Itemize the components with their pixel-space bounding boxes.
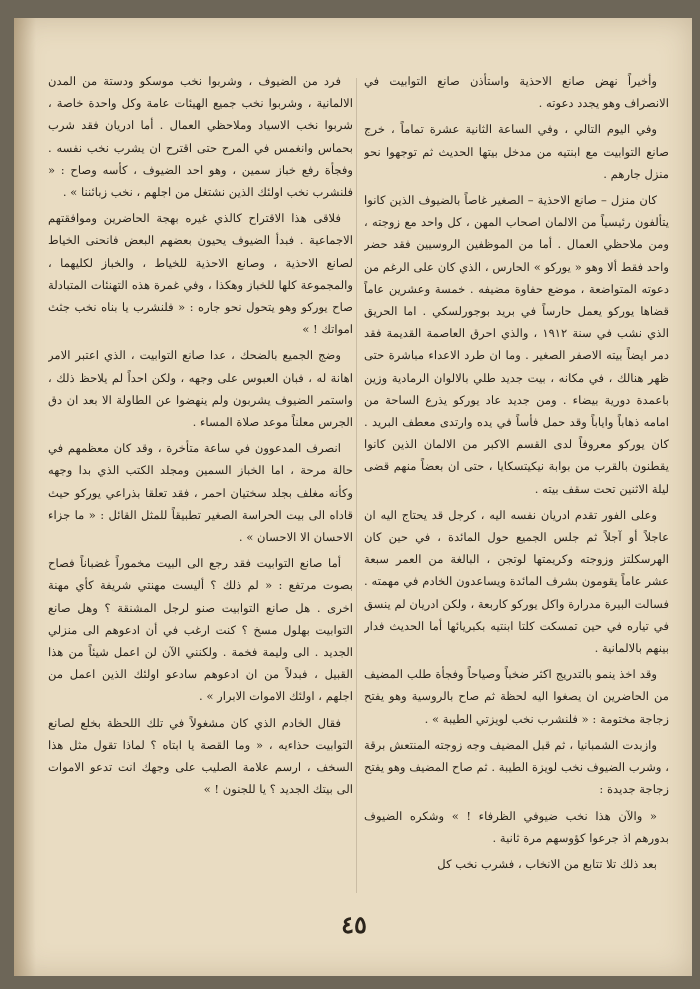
document-page [14, 18, 692, 976]
paragraph: « والآن هذا نخب ضيوفي الظرفاء ! » وشكره الضيوف بدورهم اذ جرعوا كؤوسهم مرة ثانية . [364, 808, 669, 845]
paragraph: فلاقى هذا الاقتراح كالذي غيره بهجة الحاضرين وموافقتهم الاجماعية . فبدأ الضيوف يحيون بعضهم البعض فانحنى الخياط لصانع الاحذية ، وصانع الاحذية للخياط ، والخباز لكليهما ، والمجموعة كلها للخباز وهكذا ، وفي غمرة هذه التهنئات المتبادلة صاح يوركو وهو يتحول نحو جاره : « فلنشرب يا بناه نخب جثث امواتك ! » [48, 211, 353, 337]
paragraph: بعد ذلك تلا تتابع من الانخاب ، فشرب نخب كل [437, 856, 657, 871]
paragraph: فقال الخادم الذي كان مشغولاً في تلك اللحظة بخلع لصانع التوابيت حذاءيه ، « وما القصة يا ابتاه ؟ لماذا تقول مثل هذا السخف ، ارسم علامة الصليب على وجهك انت تدعو الاموات الى بيتك الجديد ؟ يا للجنون ! » [48, 715, 353, 797]
paragraph: وازبدت الشمبانيا ، ثم قبل المضيف وجه زوجته المنتعش برقة ، وشرب الضيوف نخب لويزة الطيبة . ثم صاح المضيف وهو يفتح زجاجة جديدة : [364, 737, 669, 797]
paragraph: فرد من الضيوف ، وشربوا نخب موسكو ودستة من المدن الالمانية ، وشربوا نخب جميع الهيئات عامة وكل واحدة خاصة ، شربوا نخب الاسياد وملاحظي العمال . أما ادريان فقد شرب بحماس وانغمس في المرح حتى اقترح ان يشرب نخب نفسه . وفجأة رفع خباز سمين ، وهو احد الضيوف ، كأسه وصاح : « فلنشرب نخب اولئك الذين نشتغل من اجلهم ، نخب زبائننا » . [48, 74, 353, 200]
right-text-column [364, 70, 669, 905]
paragraph: وفي اليوم التالي ، وفي الساعة الثانية عشرة تماماً ، خرج صانع التوابيت مع ابنتيه من مدخل بيتها الحديث ثم توجهوا نحو منزل جارهم . [364, 122, 669, 181]
paragraph: انصرف المدعوون في ساعة متأخرة ، وقد كان معظمهم في حالة مرحة ، اما الخباز السمين ومجلد الكتب الذي بدا وجهه وكأنه مغلف بجلد سختيان احمر ، فقد تعلقا بذراعي يوركو حيث قاداه الى بيت الحراسة الصغير تطبيقاً للمثل القائل : « ما جزاء الاحسان الا الاحسان » . [48, 441, 353, 545]
column-divider [356, 78, 357, 893]
paragraph: وضج الجميع بالضحك ، عدا صانع التوابيت ، الذي اعتبر الامر اهانة له ، فبان العبوس على وجهه ، ولكن احداً لم يلاحظ ذلك ، واستمر الضيوف يشربون ولم ينهضوا عن الطاولة الا بعد ان دق الجرس معلناً موعد صلاة المساء . [48, 348, 353, 430]
page-edge-shadow [14, 18, 36, 976]
paragraph: أما صانع التوابيت فقد رجع الى البيت مخموراً غضباناً فصاح بصوت مرتفع : « لم ذلك ؟ أليست مهنتي شريفة كأي مهنة اخرى . هل صانع التوابيت صنو لرجل المشنقة ؟ وهل صانع التوابيت بهلول مسخ ؟ كنت ارغب في أن ادعوهم الى منزلي الجديد . الى وليمة فخمة . ولكنني الآن لن اعمل شيئاً من هذا القبيل ، فبدلاً من ان ادعوهم سادعو اولئك الذين اعمل من اجلهم ، اولئك الاموات الابرار » . [48, 556, 353, 704]
page-number: ٤٥ [341, 910, 367, 939]
paragraph: وأخيراً نهض صانع الاحذية واستأذن صانع التوابيت في الانصراف وهو يجدد دعوته . [364, 74, 669, 111]
paragraph: كان منزل – صانع الاحذية – الصغير غاصاً بالضيوف الذين كانوا يتألفون رئيسياً من الالمان اصحاب المهن ، كل واحد مع زوجته ، ومن ملاحظي العمال . أما من الموظفين الروسيين فقد حضر واحد فقط ألا وهو « يوركو » الحارس ، الذي كان على الرغم من دعوته المتواضعة ، موضع حفاوة مضيفه . خمسة وعشرين عاماً قضاها يوركو يعمل حارساً في بريد بوجورلسكي . اما الحريق الذي نشب في سنة ١٩١٢ ، والذي احرق العاصمة القديمة فقد دمر ايضاً بيته الاصفر الصغير . وما ان طرد الاعداء مباشرة حتى ظهر هنالك ، في مكانه ، بيت جديد طلي بالالوان الرمادية وزين باعمدة دورية بيضاء . ومن جديد عاد يوركو يذرع الساحة من امامه ذهاباً واياباً وقد حمل فأساً في يده وارتدى معطف البريد . كان يوركو معروفاً لدى القسم الاكبر من الالمان الذين كانوا يقطنون بالقرب من بوابة نيكيتسكايا ، حتى ان بعضاً منهم قضى ليلة الاثنين تحت سقف بيته . [364, 193, 669, 496]
left-text-column [48, 70, 353, 905]
paragraph: وقد اخذ ينمو بالتدريج اكثر ضخباً وصياحاً وفجأة طلب المضيف من الحاضرين ان يصغوا اليه لحظة ثم صاح بالروسية وهو يفتح زجاجة مختومة : « فلنشرب نخب لويزتي الطيبة » . [364, 667, 669, 726]
paragraph: وعلى الفور تقدم ادريان نفسه اليه ، كرجل قد يحتاج اليه ان عاجلاً أو آجلاً ثم جلس الجميع حول المائدة ، في حين كان الهرسكلتز وزوجته وكريمتها لوتجن ، البالغة من العمر سبعة عشر عاماً يقومون بشرف المائدة ويساعدون الخادم في مهمته . فسالت البيرة مدرارة واكل يوركو كاربعة ، ولكن ادريان لم ينسق في تياره في حين تمسكت كلتا ابنتيه بكبريائها أما الحديث فدار بينهم بالالمانية . [364, 507, 669, 656]
